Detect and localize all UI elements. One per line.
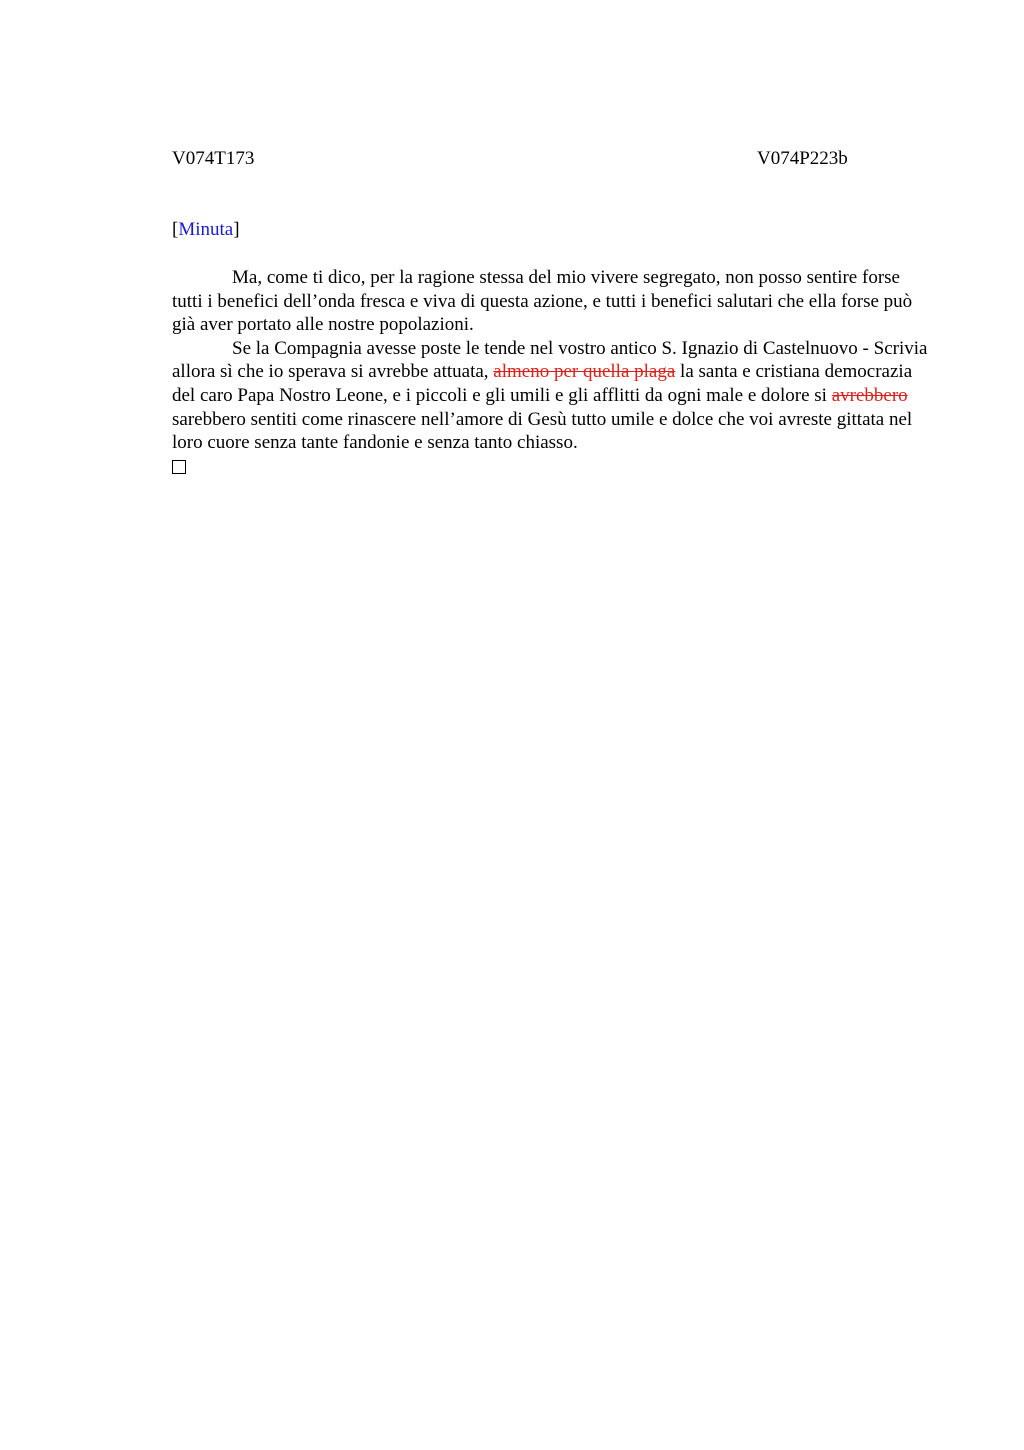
paragraph-1: Ma, come ti dico, per la ragione stessa del mio vivere segregato, non posso sentire forse tutti i benefici dell’onda fresca e viva di questa azione, e tutti i benefici salutari che ella forse può già aver portato alle nostre popolazioni.	[172, 267, 913, 336]
deleted-text-2: avrebbero	[831, 384, 908, 406]
paragraph-2-part-3: sarebbero sentiti come rinascere nell’amore di Gesù tutto umile e dolce che voi avreste gittata nel loro cuore senza tante fandonie e senza tanto chiasso.	[172, 408, 913, 454]
label-open-bracket: [	[172, 219, 179, 240]
document-code-left: V074T173	[172, 148, 255, 169]
letter-body	[172, 266, 932, 480]
paragraph-2-part-2: la santa e cristiana democrazia del caro Papa Nostro Leone, e i piccoli e gli umili e gli afflitti da ogni male e dolore si	[172, 361, 913, 406]
empty-square-icon	[172, 460, 186, 474]
minuta-label	[172, 218, 240, 242]
deleted-text-1: almeno per quella plaga	[493, 361, 676, 383]
paragraph-2	[172, 337, 932, 455]
paragraph-2-part-1: Se la Compagnia avesse poste le tende nel vostro antico S. Ignazio di Castelnuovo - Scrivia allora sì che io sperava si avrebbe attuata,	[172, 337, 928, 383]
label-text: Minuta	[178, 219, 234, 240]
end-marker-row	[172, 455, 932, 481]
label-close-bracket: ]	[233, 219, 240, 240]
document-code-right: V074P223b	[757, 148, 848, 169]
